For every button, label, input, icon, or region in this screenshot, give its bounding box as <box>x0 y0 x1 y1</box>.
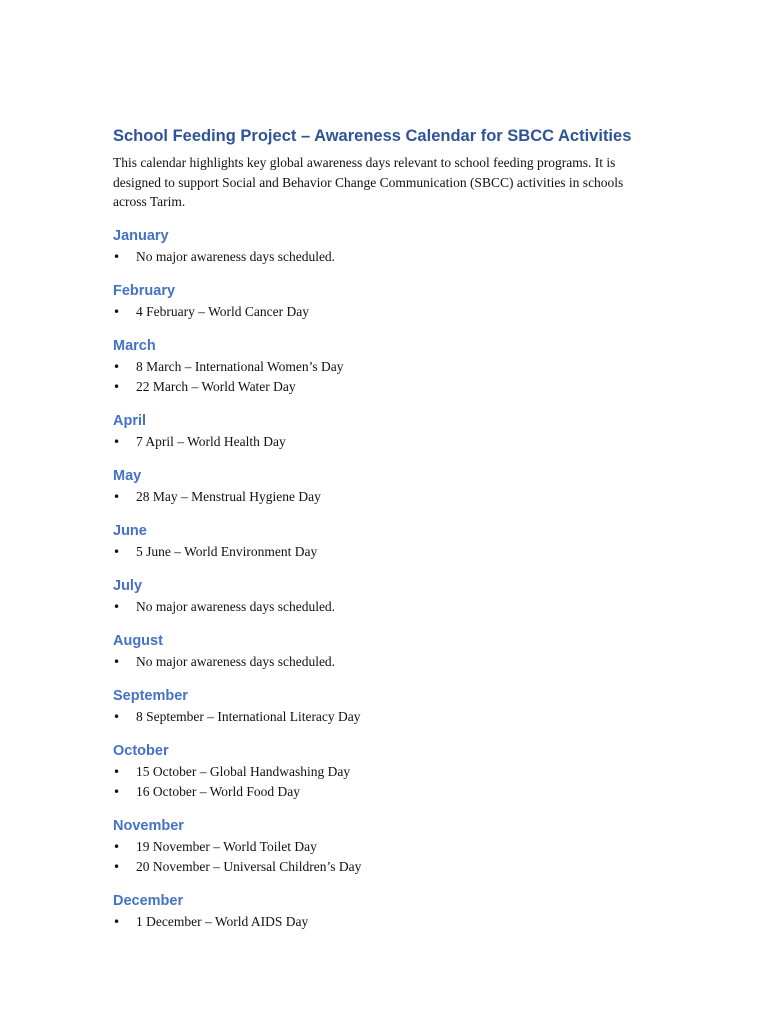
event-text: 5 June – World Environment Day <box>136 543 318 559</box>
month-section-october <box>113 741 653 802</box>
event-list <box>113 762 653 802</box>
months-list <box>113 226 653 932</box>
event-list <box>113 707 653 727</box>
month-section-september <box>113 686 653 727</box>
month-section-july <box>113 576 653 617</box>
event-text: 7 April – World Health Day <box>136 433 286 449</box>
bullet-icon: • <box>113 544 121 559</box>
event-text: No major awareness days scheduled. <box>136 653 336 669</box>
event-text: 22 March – World Water Day <box>136 378 296 394</box>
event-item <box>113 432 653 452</box>
event-text: 15 October – Global Handwashing Day <box>136 763 351 779</box>
month-section-march <box>113 336 653 397</box>
event-text: 8 September – International Literacy Day <box>136 708 361 724</box>
event-list <box>113 542 653 562</box>
month-section-december <box>113 891 653 932</box>
event-item <box>113 837 653 857</box>
month-section-november <box>113 816 653 877</box>
bullet-icon: • <box>113 859 121 874</box>
event-item <box>113 302 653 322</box>
month-heading: March <box>113 337 156 354</box>
bullet-icon: • <box>113 709 121 724</box>
month-heading: October <box>113 742 169 759</box>
event-item <box>113 762 653 782</box>
bullet-icon: • <box>113 249 121 264</box>
month-section-june <box>113 521 653 562</box>
event-list <box>113 597 653 617</box>
event-text: No major awareness days scheduled. <box>136 248 336 264</box>
month-heading: September <box>113 687 188 704</box>
month-heading: June <box>113 522 147 539</box>
event-item <box>113 597 653 617</box>
month-heading: November <box>113 817 184 834</box>
event-text: 1 December – World AIDS Day <box>136 913 309 929</box>
event-text: 28 May – Menstrual Hygiene Day <box>136 488 321 504</box>
event-text: 8 March – International Women’s Day <box>136 358 344 374</box>
event-item <box>113 247 653 267</box>
month-heading: April <box>113 412 147 429</box>
event-list <box>113 652 653 672</box>
event-item <box>113 912 653 932</box>
bullet-icon: • <box>113 839 121 854</box>
month-heading: May <box>113 467 142 484</box>
event-item <box>113 487 653 507</box>
document-title: School Feeding Project – Awareness Calendar for SBCC Activities <box>113 127 632 145</box>
month-heading: December <box>113 892 184 909</box>
event-text: 19 November – World Toilet Day <box>136 838 317 854</box>
event-item <box>113 542 653 562</box>
bullet-icon: • <box>113 489 121 504</box>
event-text: 20 November – Universal Children’s Day <box>136 858 362 874</box>
bullet-icon: • <box>113 654 121 669</box>
bullet-icon: • <box>113 784 121 799</box>
bullet-icon: • <box>113 764 121 779</box>
event-list <box>113 302 653 322</box>
event-item <box>113 377 653 397</box>
event-item <box>113 652 653 672</box>
intro-paragraph: This calendar highlights key global awareness days relevant to school feeding programs. It is designed to support Social and Behavior Change Communication (SBCC) activities in schools across Tarim. <box>113 155 624 209</box>
event-list <box>113 912 653 932</box>
event-item <box>113 782 653 802</box>
event-item <box>113 707 653 727</box>
bullet-icon: • <box>113 914 121 929</box>
month-section-august <box>113 631 653 672</box>
bullet-icon: • <box>113 434 121 449</box>
event-text: 16 October – World Food Day <box>136 783 301 799</box>
month-heading: August <box>113 632 163 649</box>
month-section-january <box>113 226 653 267</box>
bullet-icon: • <box>113 379 121 394</box>
event-item <box>113 357 653 377</box>
event-list <box>113 247 653 267</box>
event-list <box>113 487 653 507</box>
event-list <box>113 432 653 452</box>
event-text: No major awareness days scheduled. <box>136 598 336 614</box>
month-section-april <box>113 411 653 452</box>
bullet-icon: • <box>113 599 121 614</box>
event-list <box>113 837 653 877</box>
bullet-icon: • <box>113 304 121 319</box>
month-heading: February <box>113 282 176 299</box>
month-section-february <box>113 281 653 322</box>
event-list <box>113 357 653 397</box>
month-heading: July <box>113 577 143 594</box>
document-body <box>113 125 653 932</box>
event-text: 4 February – World Cancer Day <box>136 303 309 319</box>
month-heading: January <box>113 227 169 244</box>
event-item <box>113 857 653 877</box>
bullet-icon: • <box>113 359 121 374</box>
month-section-may <box>113 466 653 507</box>
